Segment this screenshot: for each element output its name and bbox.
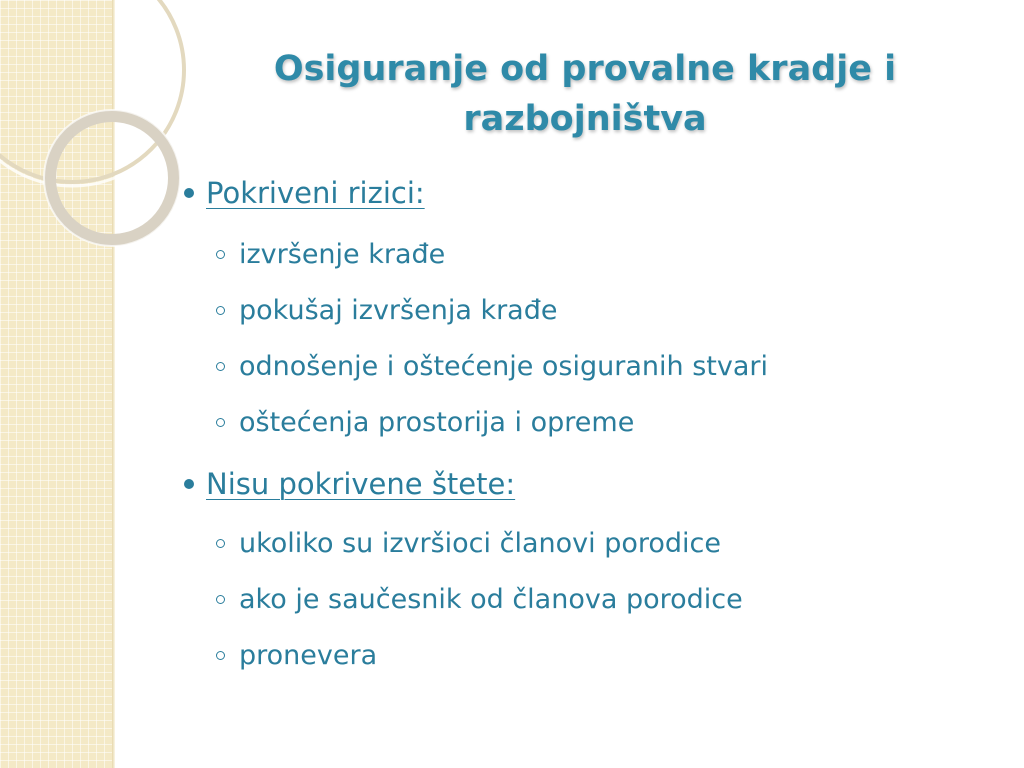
list-item: pronevera: [216, 640, 377, 671]
section-heading-not-covered: Nisu pokrivene štete:: [184, 467, 515, 501]
list-item: ukoliko su izvršioci članovi porodice: [216, 528, 721, 559]
bullet-dot-icon: [184, 479, 194, 489]
bullet-ring-icon: [216, 418, 225, 427]
list-item: izvršenje krađe: [216, 239, 445, 270]
bullet-ring-icon: [216, 250, 225, 259]
list-item: pokušaj izvršenja krađe: [216, 295, 557, 326]
bullet-ring-icon: [216, 595, 225, 604]
bullet-ring-icon: [216, 539, 225, 548]
section-heading-covered-risks: Pokriveni rizici:: [184, 176, 425, 210]
list-item: odnošenje i oštećenje osiguranih stvari: [216, 351, 768, 382]
list-item: oštećenja prostorija i opreme: [216, 407, 634, 438]
bullet-ring-icon: [216, 651, 225, 660]
slide-title: Osiguranje od provalne kradje i razbojništva: [273, 49, 897, 139]
bullet-ring-icon: [216, 306, 225, 315]
bullet-ring-icon: [216, 362, 225, 371]
list-item: ako je saučesnik od članova porodice: [216, 584, 743, 615]
decorative-rings: [0, 0, 200, 260]
